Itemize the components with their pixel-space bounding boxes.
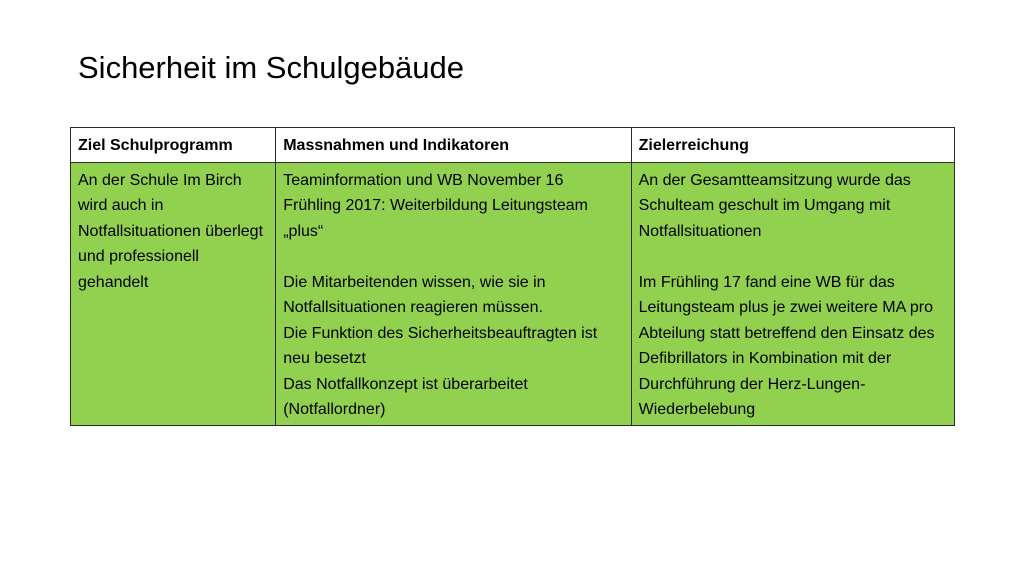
massnahmen-line: Teaminformation und WB November 16: [283, 171, 564, 189]
goals-table: [70, 127, 955, 426]
zielerreichung-line: An der Gesamtteamsitzung wurde das Schulteam geschult im Umgang mit Notfallsituationen: [638, 171, 911, 240]
slide-title: Sicherheit im Schulgebäude: [78, 50, 465, 85]
header-massnahmen-indikatoren: Massnahmen und Indikatoren: [276, 128, 631, 163]
cell-ziel: An der Schule Im Birch wird auch in Notfallsituationen überlegt und professionell gehandelt: [71, 162, 276, 425]
massnahmen-line: Frühling 2017: Weiterbildung Leitungsteam „plus“: [283, 197, 588, 240]
cell-zielerreichung: [631, 162, 954, 425]
table-header-row: [71, 128, 955, 163]
massnahmen-line: Die Mitarbeitenden wissen, wie sie in Notfallsituationen reagieren müssen.: [283, 273, 546, 316]
header-zielerreichung: Zielerreichung: [631, 128, 954, 163]
massnahmen-spacer: [283, 244, 623, 270]
zielerreichung-line: Im Frühling 17 fand eine WB für das Leitungsteam plus je zwei weitere MA pro Abteilung statt betreffend den Einsatz des Defibrillators in Kombination mit der Durchführung der Herz-Lungen-Wiederbelebung: [638, 273, 935, 418]
cell-massnahmen: [276, 162, 631, 425]
table-row: [71, 162, 955, 425]
massnahmen-line: Die Funktion des Sicherheitsbeauftragten ist neu besetzt: [283, 324, 598, 367]
massnahmen-line: Das Notfallkonzept ist überarbeitet (Notfallordner): [283, 375, 528, 418]
header-ziel-schulprogramm: Ziel Schulprogramm: [71, 128, 276, 163]
zielerreichung-spacer: [639, 244, 947, 270]
